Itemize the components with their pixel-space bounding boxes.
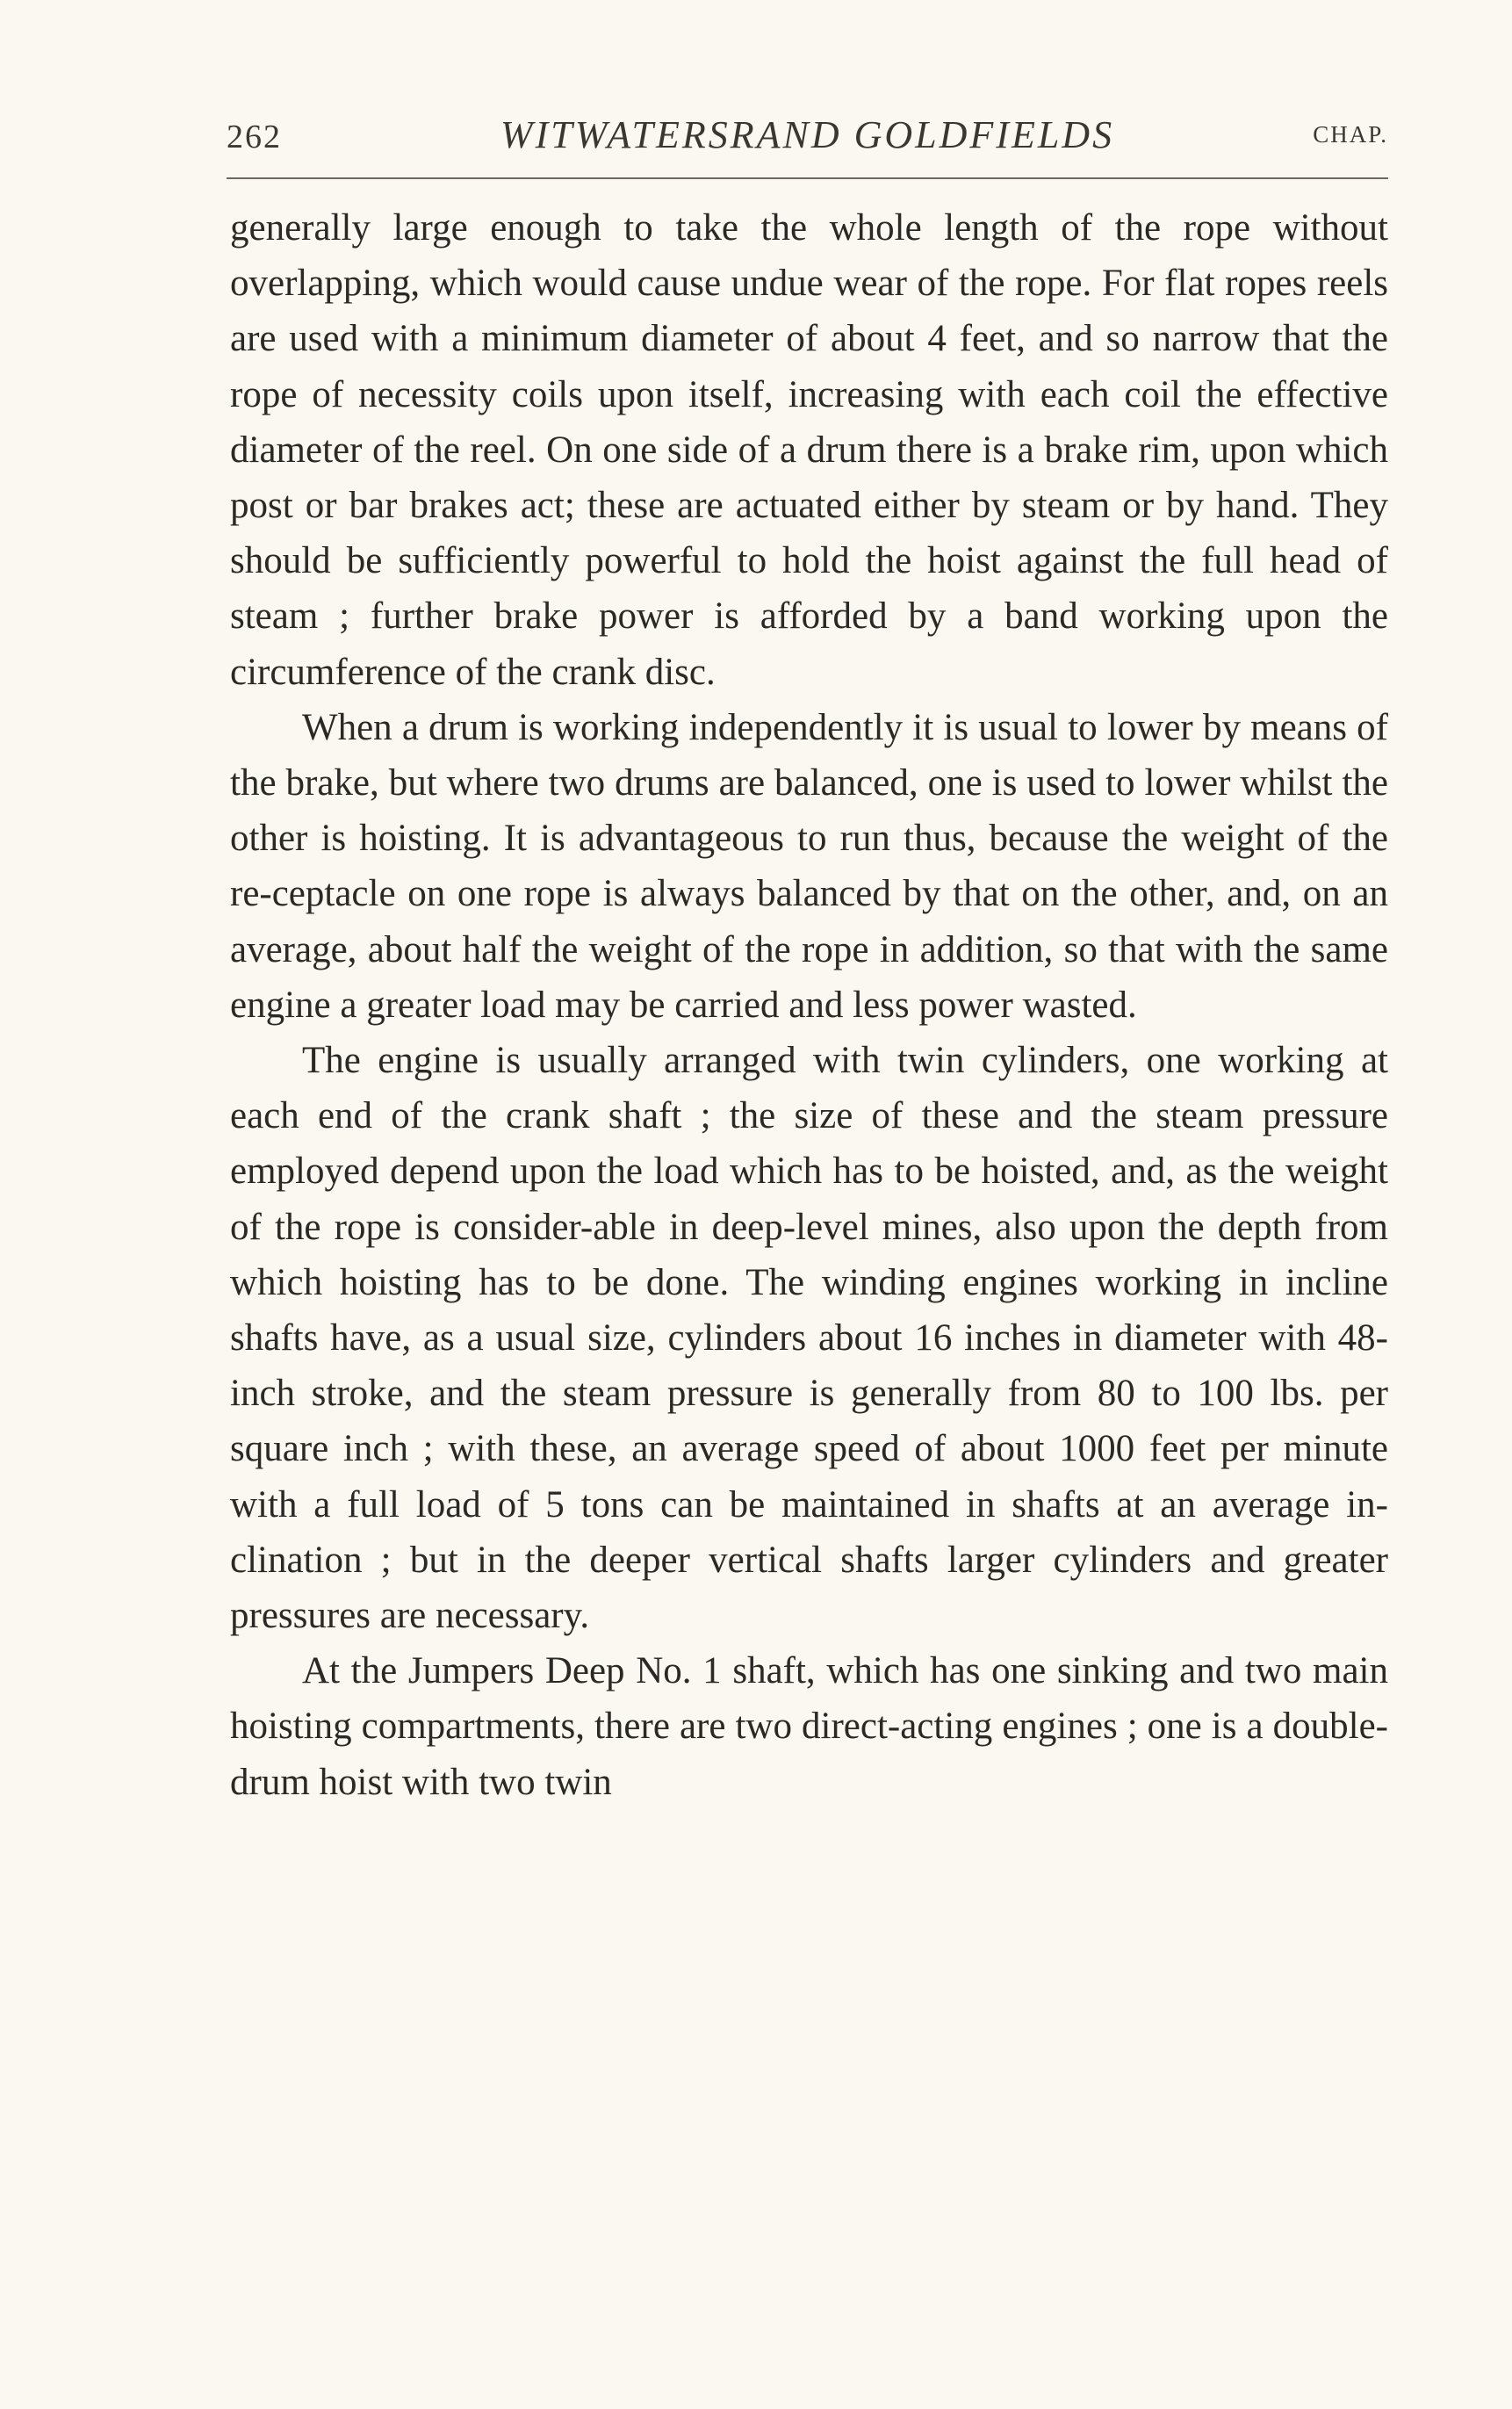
page-number: 262 bbox=[227, 119, 282, 155]
paragraph-1: generally large enough to take the whole length of the rope without overlapping, which would cause undue wear of the rope. For flat ropes reels are used with a minimum diameter of about 4 feet, and so narrow that the rope of necessity coils upon itself, increasing with each coil the effective diameter of the reel. On one side of a drum there is a brake rim, upon which post or bar brakes act; these are actuated either by steam or by hand. They should be sufficiently powerful to hold the hoist against the full head of steam ; further brake power is afforded by a band working upon the circumference of the crank disc. bbox=[230, 207, 1388, 693]
paragraph-2: When a drum is working independently it is usual to lower by means of the brake, but where two drums are balanced, one is used to lower whilst the other is hoisting. It is advantageous to run thus, because the weight of the re-ceptacle on one rope is always balanced by that on the other, and, on an average, about half the weight of the rope in addition, so that with the same engine a greater load may be carried and less power wasted. bbox=[230, 706, 1388, 1026]
paragraph-4: At the Jumpers Deep No. 1 shaft, which has one sinking and two main hoisting compartments, there are two direct-acting engines ; one is a double-drum hoist with two twin bbox=[230, 1650, 1388, 1803]
body-text bbox=[230, 200, 1388, 1810]
chapter-label: CHAP. bbox=[1313, 121, 1388, 148]
paragraph-3: The engine is usually arranged with twin cylinders, one working at each end of the crank shaft ; the size of these and the steam pressure employed depend upon the load which has to be hoisted, and, as the weight of the rope is consider-able in deep-level mines, also upon the depth from which hoisting has to be done. The winding engines working in incline shafts have, as a usual size, cylinders about 16 inches in diameter with 48-inch stroke, and the steam pressure is generally from 80 to 100 lbs. per square inch ; with these, an average speed of about 1000 feet per minute with a full load of 5 tons can be maintained in shafts at an average in-clination ; but in the deeper vertical shafts larger cylinders and greater pressures are necessary. bbox=[230, 1040, 1388, 1637]
running-head bbox=[227, 112, 1388, 165]
header-rule bbox=[227, 177, 1388, 179]
running-title: WITWATERSRAND GOLDFIELDS bbox=[500, 113, 1115, 156]
